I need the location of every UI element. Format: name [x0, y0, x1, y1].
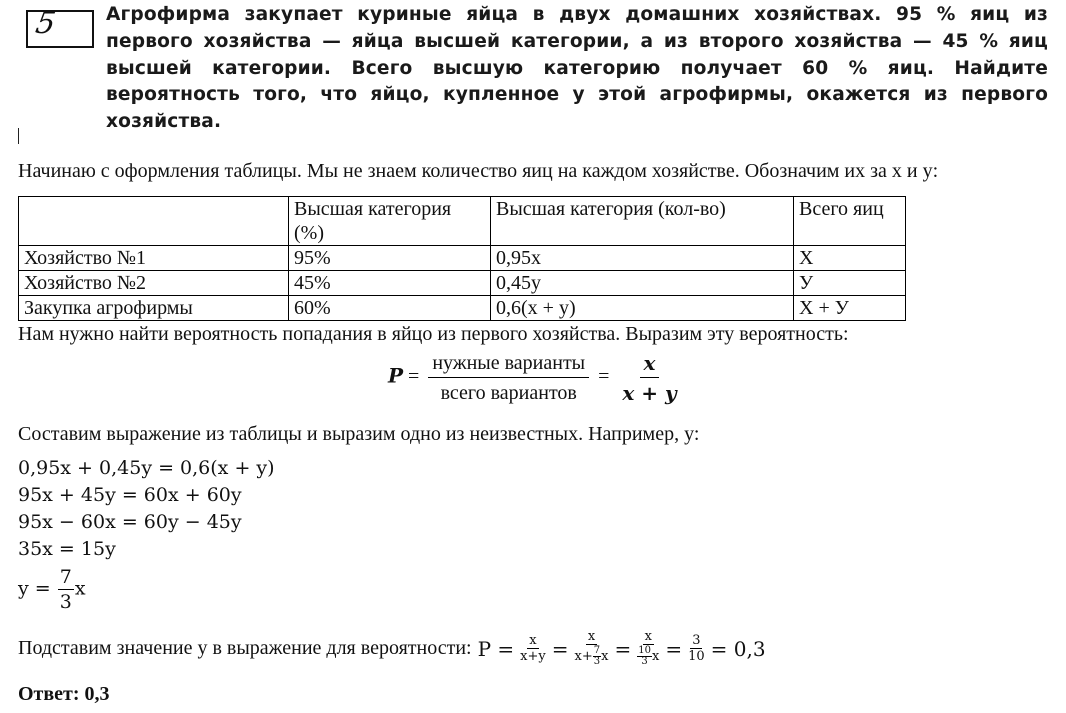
substitution-line: Подставим значение у в выражение для вероятности: P = $\frac{x}{x+y}$ = x x+ $\frac{7}{3}$ x = x $\frac{10}{3}$ x = $\frac{3}{10}$ = 0,3 [18, 629, 766, 667]
y-fraction [58, 566, 74, 613]
fraction-numerator: нужные варианты [428, 352, 589, 378]
data-table [18, 196, 906, 321]
table-cell: 45% [289, 271, 491, 296]
fraction-denominator [573, 645, 611, 667]
sub-fraction-2 [573, 630, 611, 667]
fraction-denominator: 10 [688, 649, 705, 664]
fraction-denominator: 3 [593, 656, 601, 667]
intro-text: Начинаю с оформления таблицы. Мы не знаем количество яиц на каждом хозяйстве. Обозначим их за x и y: [18, 160, 939, 182]
y-lhs: y = [18, 577, 51, 600]
compose-text: Составим выражение из таблицы и выразим одно из неизвестных. Например, у: [18, 423, 700, 445]
fraction-numerator: x [640, 352, 660, 378]
answer: Ответ: 0,3 [18, 683, 110, 705]
fraction-numerator: 7 [593, 645, 601, 656]
problem-statement: Агрофирма закупает куриные яйца в двух домашних хозяйствах. 95 % яиц из первого хозяйства — яйца высшей категории, а из второго хозяйства — 45 % яиц высшей категории. Всего высшую категорию получает 60 % яиц. Найдите вероятность того, что яйцо, купленное у этой агрофирмы, окажется из первого хозяйства. [106, 4, 1048, 133]
table-header-cell: Высшая категория (%) [289, 197, 491, 246]
sub-fraction-1 [518, 634, 548, 663]
fraction-numerator: x [587, 629, 596, 644]
fraction-denominator: x + y [622, 381, 677, 405]
sub-fraction-4 [686, 634, 707, 663]
fraction-numerator: 3 [692, 633, 701, 648]
table-cell: Хозяйство №2 [19, 271, 289, 296]
table-cell: X + У [794, 296, 906, 321]
table-row [19, 271, 906, 296]
fraction-denominator [635, 645, 661, 667]
table-row [19, 296, 906, 321]
formula-fraction-words [428, 352, 589, 404]
fraction-numerator: 10 [638, 645, 651, 656]
table-row [19, 246, 906, 271]
formula-p: P [388, 363, 404, 388]
table-header-cell [19, 197, 289, 246]
fraction-numerator: x [644, 629, 652, 644]
table-cell: 0,6(x + y) [491, 296, 794, 321]
fraction-denominator: 3 [641, 656, 648, 667]
nested-fraction [637, 646, 652, 667]
fraction-denominator: x+y [520, 649, 546, 664]
y-var: x [74, 577, 86, 600]
need-text: Нам нужно найти вероятность попадания в яйцо из первого хозяйства. Выразим эту вероятность: [18, 323, 849, 345]
denominator-part: x [601, 649, 609, 664]
y-expression [18, 566, 86, 613]
problem-number: 5 [32, 6, 59, 41]
formula-fraction-vars [618, 352, 680, 404]
equation-line: 95x − 60x = 60y − 45y [18, 511, 242, 533]
table-cell: X [794, 246, 906, 271]
table-cell: Закупка агрофирмы [19, 296, 289, 321]
sub-fraction-3 [635, 630, 661, 667]
nested-fraction [593, 646, 601, 667]
substitute-p: P = [477, 636, 515, 661]
substitute-text: Подставим значение у в выражение для вероятности: [18, 637, 472, 659]
fraction-denominator: 3 [59, 591, 72, 613]
table-header-row [19, 197, 906, 246]
fraction-numerator: x [529, 633, 537, 648]
table-header-cell: Всего яиц [794, 197, 906, 246]
formula-equals: = [598, 365, 610, 388]
denominator-part: x+ [574, 649, 593, 664]
denominator-part: x [651, 649, 660, 664]
table-cell: Хозяйство №1 [19, 246, 289, 271]
table-cell: 95% [289, 246, 491, 271]
table-header-cell: Высшая категория (кол-во) [491, 197, 794, 246]
substitute-result: = 0,3 [710, 636, 766, 661]
probability-formula [388, 352, 685, 404]
table-cell: У [794, 271, 906, 296]
equation-line: 0,95x + 0,45y = 0,6(x + y) [18, 457, 275, 479]
table-cell: 60% [289, 296, 491, 321]
equation-line: 35x = 15y [18, 538, 116, 560]
formula-equals: = [408, 365, 420, 388]
fraction-denominator: всего вариантов [440, 382, 577, 404]
text-cursor [18, 128, 19, 144]
equation-line: 95x + 45y = 60x + 60y [18, 484, 242, 506]
table-cell: 0,45y [491, 271, 794, 296]
fraction-numerator: 7 [59, 566, 72, 588]
table-cell: 0,95x [491, 246, 794, 271]
